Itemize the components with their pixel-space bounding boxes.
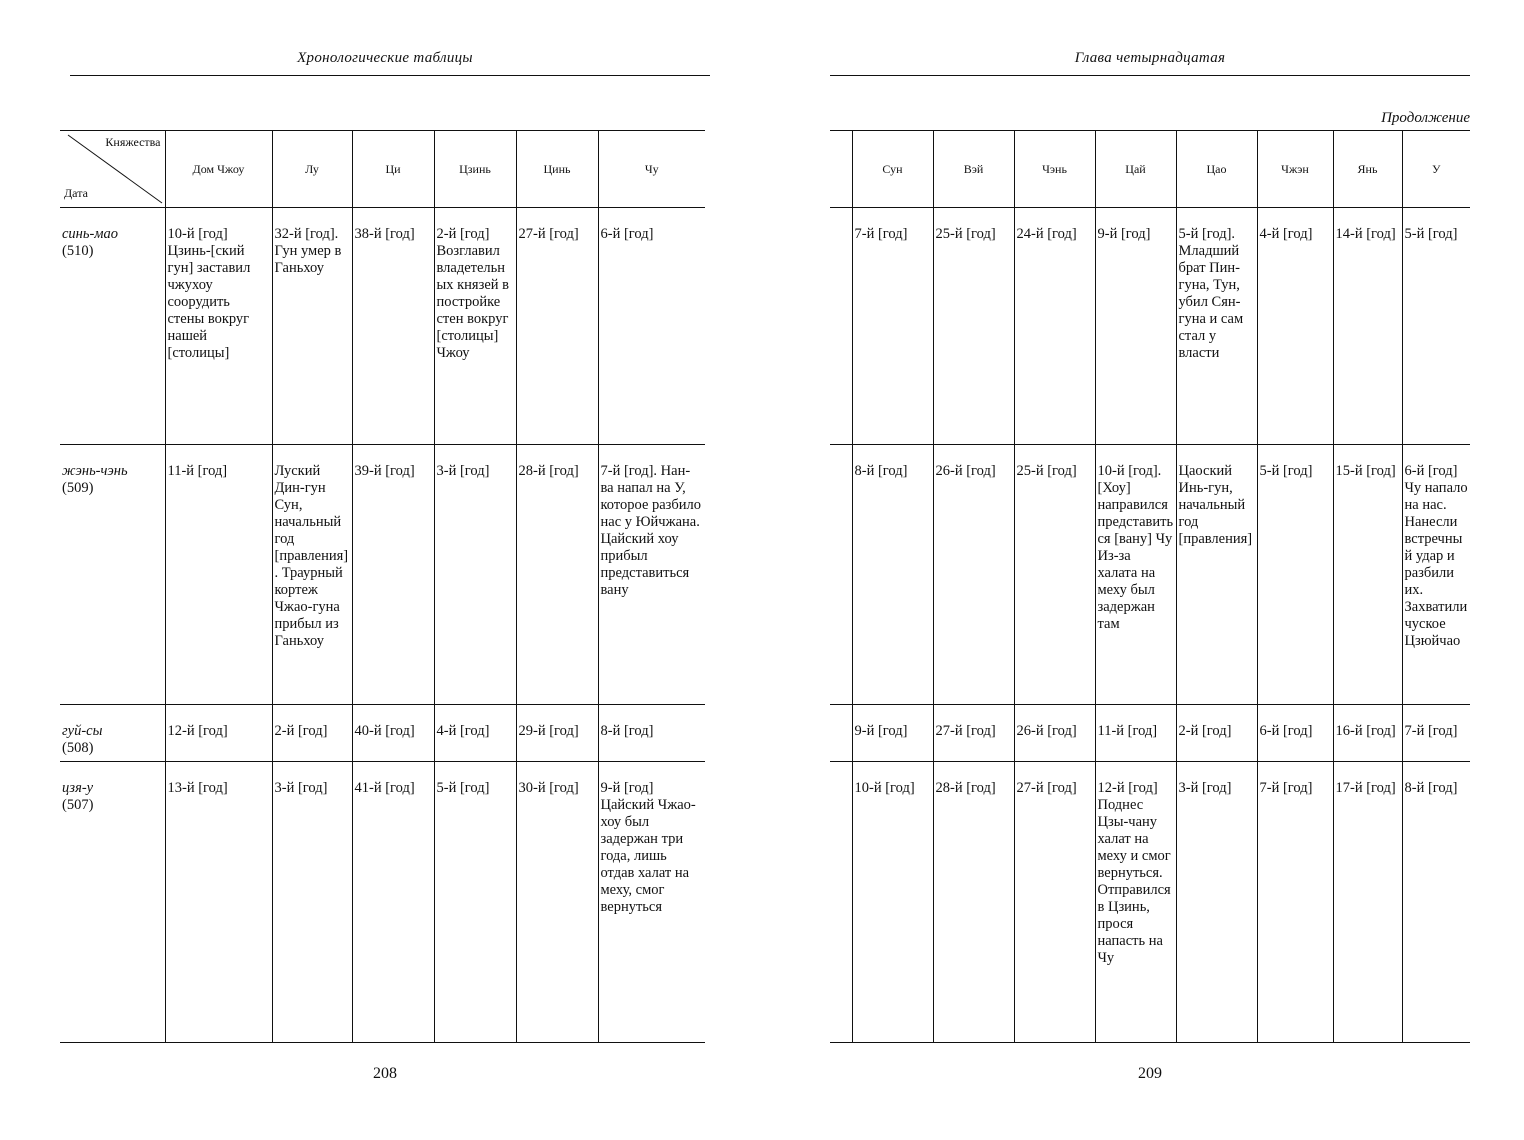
running-head-left: Хронологические таблицы <box>297 50 473 66</box>
cyclical-date: синь-мао <box>62 226 119 242</box>
header-rule-left <box>70 75 710 76</box>
table-cell: 2-й [год] Возглавил владетельных князей в постройке стен вокруг [столицы] Чжоу <box>434 208 516 445</box>
corner-label-date: Дата <box>64 186 88 200</box>
table-cell: 9-й [год] Цайский Чжао-хоу был задержан три года, лишь отдав халат на меху, смог вернуться <box>598 762 705 1043</box>
table-cell: 11-й [год] <box>1095 705 1176 762</box>
right-page <box>830 0 1470 1140</box>
table-row <box>60 762 705 1043</box>
table-cell: 9-й [год] <box>1095 208 1176 445</box>
column-header: Вэй <box>933 131 1014 208</box>
year-bc: (510) <box>62 243 94 259</box>
table-cell: Цаоский Инь-гун, начальный год [правления] <box>1176 445 1257 705</box>
table-cell: 14-й [год] <box>1333 208 1402 445</box>
cyclical-date: гуй-сы <box>62 723 103 739</box>
table-cell: 10-й [год] <box>852 762 933 1043</box>
table-cell: 15-й [год] <box>1333 445 1402 705</box>
column-header: Сун <box>852 131 933 208</box>
cyclical-date: жэнь-чэнь <box>62 463 128 479</box>
table-cell: 13-й [год] <box>165 762 272 1043</box>
cyclical-date: цзя-у <box>62 780 94 796</box>
running-head-right: Глава четырнадцатая <box>1074 50 1226 66</box>
table-cell: 8-й [год] <box>598 705 705 762</box>
table-cell: 28-й [год] <box>516 445 598 705</box>
table-cell: 26-й [год] <box>933 445 1014 705</box>
table-cell: 7-й [год] <box>852 208 933 445</box>
column-header: У <box>1402 131 1470 208</box>
page-number-left: 208 <box>373 1065 397 1082</box>
header-row-right <box>830 131 1470 208</box>
table-cell: 2-й [год] <box>1176 705 1257 762</box>
table-cell: 25-й [год] <box>1014 445 1095 705</box>
left-page <box>60 0 710 1140</box>
table-cell: 24-й [год] <box>1014 208 1095 445</box>
table-row <box>830 762 1470 1043</box>
table-cell: 5-й [год] <box>434 762 516 1043</box>
header-row-left <box>60 131 705 208</box>
page-number-right: 209 <box>1138 1065 1162 1082</box>
table-row <box>830 208 1470 445</box>
table-cell: 30-й [год] <box>516 762 598 1043</box>
table-cell: 27-й [год] <box>1014 762 1095 1043</box>
header-rule-right <box>830 75 1470 76</box>
margin-header <box>830 131 852 208</box>
column-header: Чэнь <box>1014 131 1095 208</box>
table-cell: 7-й [год] <box>1402 705 1470 762</box>
table-cell: 6-й [год] <box>598 208 705 445</box>
table-cell: 7-й [год] <box>1257 762 1333 1043</box>
table-cell: 40-й [год] <box>352 705 434 762</box>
table-cell: 3-й [год] <box>272 762 352 1043</box>
table-cell: 27-й [год] <box>516 208 598 445</box>
column-header: Цинь <box>516 131 598 208</box>
column-header: Цао <box>1176 131 1257 208</box>
table-cell: 9-й [год] <box>852 705 933 762</box>
column-header: Чжэн <box>1257 131 1333 208</box>
table-cell: 6-й [год] <box>1257 705 1333 762</box>
chronology-table-left <box>60 130 705 1043</box>
table-cell: 5-й [год] <box>1402 208 1470 445</box>
table-cell: 3-й [год] <box>1176 762 1257 1043</box>
table-cell: 11-й [год] <box>165 445 272 705</box>
date-cell <box>60 208 165 445</box>
table-cell: 12-й [год] Поднес Цзы-чану халат на меху и смог вернуться. Отправился в Цзинь, прося напасть на Чу <box>1095 762 1176 1043</box>
date-cell <box>60 445 165 705</box>
table-cell: 7-й [год]. Нан-ва напал на У, которое разбило нас у Юйчжана. Цайский хоу прибыл представиться вану <box>598 445 705 705</box>
continuation-label: Продолжение <box>1381 110 1470 126</box>
column-header: Цай <box>1095 131 1176 208</box>
table-cell: 5-й [год] <box>1257 445 1333 705</box>
table-cell: 3-й [год] <box>434 445 516 705</box>
table-row <box>830 705 1470 762</box>
corner-label-principalities: Княжества <box>105 135 161 149</box>
table-cell: 2-й [год] <box>272 705 352 762</box>
table-cell: 29-й [год] <box>516 705 598 762</box>
table-cell: 26-й [год] <box>1014 705 1095 762</box>
table-cell: 4-й [год] <box>1257 208 1333 445</box>
chronology-table-right <box>830 130 1470 1043</box>
margin-cell <box>830 208 852 445</box>
table-cell: 10-й [год] Цзинь-[ский гун] заставил чжухоу соорудить стены вокруг нашей [столицы] <box>165 208 272 445</box>
table-row <box>60 445 705 705</box>
table-cell: 6-й [год] Чу напало на нас. Нанесли встречный удар и разбили их. Захватили чуское Цзюйчао <box>1402 445 1470 705</box>
year-bc: (508) <box>62 740 94 756</box>
column-header: Цзинь <box>434 131 516 208</box>
corner-header <box>60 131 165 208</box>
column-header: Чу <box>598 131 705 208</box>
margin-cell <box>830 762 852 1043</box>
table-cell: 38-й [год] <box>352 208 434 445</box>
table-row <box>60 705 705 762</box>
table-cell: 4-й [год] <box>434 705 516 762</box>
table-cell: 28-й [год] <box>933 762 1014 1043</box>
table-cell: 16-й [год] <box>1333 705 1402 762</box>
column-header: Дом Чжоу <box>165 131 272 208</box>
table-cell: Луский Дин-гун Сун, начальный год [правления]. Траурный кортеж Чжао-гуна прибыл из Ганьхоу <box>272 445 352 705</box>
column-header: Лу <box>272 131 352 208</box>
table-cell: 8-й [год] <box>1402 762 1470 1043</box>
column-header: Ци <box>352 131 434 208</box>
table-cell: 12-й [год] <box>165 705 272 762</box>
table-cell: 32-й [год]. Гун умер в Ганьхоу <box>272 208 352 445</box>
table-cell: 10-й [год]. [Хоу] направился представиться [вану] Чу Из-за халата на меху был задержан там <box>1095 445 1176 705</box>
table-cell: 5-й [год]. Младший брат Пин-гуна, Тун, убил Сян-гуна и сам стал у власти <box>1176 208 1257 445</box>
date-cell <box>60 705 165 762</box>
table-cell: 27-й [год] <box>933 705 1014 762</box>
table-cell: 25-й [год] <box>933 208 1014 445</box>
margin-cell <box>830 705 852 762</box>
table-cell: 39-й [год] <box>352 445 434 705</box>
margin-cell <box>830 445 852 705</box>
table-row <box>830 445 1470 705</box>
year-bc: (507) <box>62 797 94 813</box>
year-bc: (509) <box>62 480 94 496</box>
table-cell: 17-й [год] <box>1333 762 1402 1043</box>
table-cell: 8-й [год] <box>852 445 933 705</box>
column-header: Янь <box>1333 131 1402 208</box>
table-row <box>60 208 705 445</box>
table-cell: 41-й [год] <box>352 762 434 1043</box>
date-cell <box>60 762 165 1043</box>
